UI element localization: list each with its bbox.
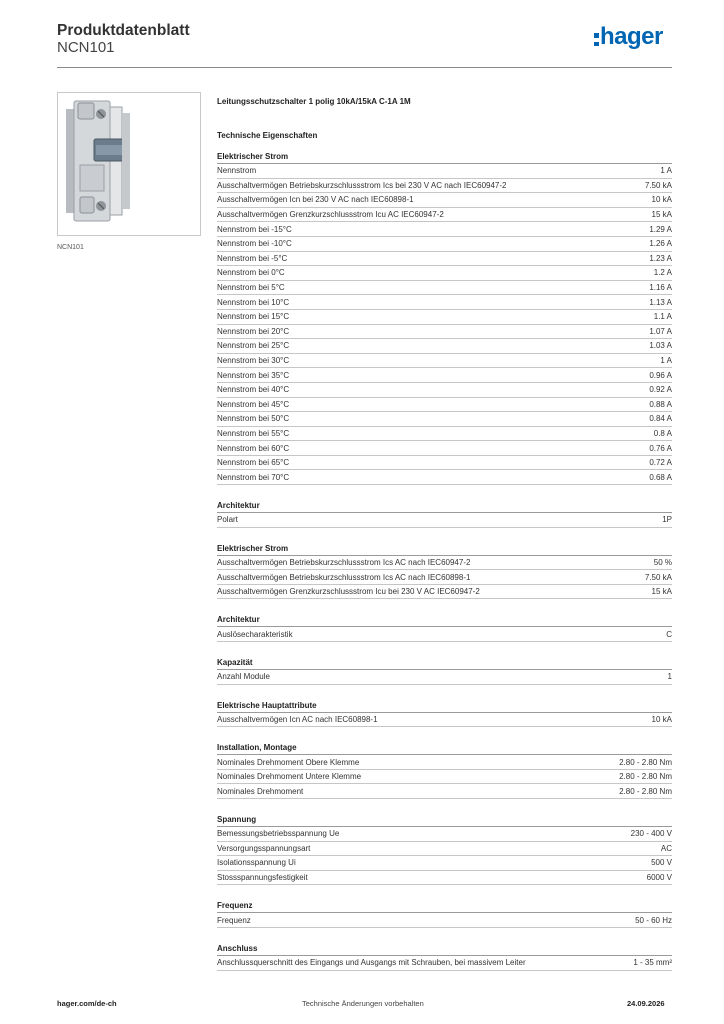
spec-value: 1.16 A (649, 283, 672, 293)
spec-row (217, 237, 672, 252)
section-heading: Architektur (217, 614, 672, 627)
spec-section (217, 943, 672, 971)
spec-label: Ausschaltvermögen Betriebskurzschlussstrom Ics AC nach IEC60947-2 (217, 557, 471, 567)
tech-heading: Technische Eigenschaften (217, 131, 318, 140)
spec-value: 1.07 A (649, 326, 672, 336)
section-heading: Installation, Montage (217, 742, 672, 755)
spec-value: AC (660, 843, 672, 853)
spec-value: 0.88 A (649, 399, 672, 409)
spec-label: Ausschaltvermögen Icn bei 230 V AC nach IEC60898-1 (217, 195, 414, 205)
spec-value: 0.72 A (649, 458, 672, 468)
section-heading: Elektrische Hauptattribute (217, 700, 672, 713)
section-heading: Anschluss (217, 943, 672, 956)
spec-label: Ausschaltvermögen Icn AC nach IEC60898-1 (217, 714, 378, 724)
section-heading: Elektrischer Strom (217, 151, 672, 164)
spec-value: 0.96 A (649, 370, 672, 380)
spec-section (217, 814, 672, 885)
spec-value: 230 - 400 V (630, 829, 672, 839)
product-name: Leitungsschutzschalter 1 polig 10kA/15kA C-1A 1M (217, 97, 411, 106)
spec-value: 1 A (660, 166, 672, 176)
spec-label: Nennstrom bei 25°C (217, 341, 290, 351)
spec-label: Nennstrom bei 55°C (217, 428, 290, 438)
spec-label: Nennstrom bei 5°C (217, 283, 285, 293)
spec-row (217, 556, 672, 571)
spec-row (217, 193, 672, 208)
spec-value: 1.23 A (649, 253, 672, 263)
spec-label: Nennstrom bei -10°C (217, 239, 292, 249)
spec-value: 10 kA (651, 195, 672, 205)
circuit-breaker-image (58, 93, 200, 235)
spec-section (217, 151, 672, 485)
spec-section (217, 657, 672, 685)
spec-label: Frequenz (217, 915, 251, 925)
product-image (57, 92, 201, 236)
spec-row (217, 222, 672, 237)
spec-row (217, 252, 672, 267)
spec-row (217, 627, 672, 642)
spec-value: 1P (662, 515, 672, 525)
spec-value: 500 V (651, 858, 672, 868)
spec-row (217, 770, 672, 785)
spec-label: Nennstrom bei 40°C (217, 385, 290, 395)
spec-label: Isolationsspannung Ui (217, 858, 296, 868)
spec-row (217, 164, 672, 179)
spec-section (217, 742, 672, 799)
spec-row (217, 179, 672, 194)
spec-label: Ausschaltvermögen Grenzkurzschlussstrom Icu bei 230 V AC IEC60947-2 (217, 587, 480, 597)
header-divider (57, 67, 672, 68)
logo-text: hager (600, 23, 663, 50)
spec-row (217, 339, 672, 354)
spec-label: Ausschaltvermögen Betriebskurzschlussstrom Ics AC nach IEC60898-1 (217, 572, 471, 582)
spec-row (217, 441, 672, 456)
spec-row (217, 585, 672, 600)
spec-row (217, 295, 672, 310)
spec-label: Nennstrom bei 0°C (217, 268, 285, 278)
document-title: Produktdatenblatt (57, 22, 190, 39)
spec-row (217, 470, 672, 485)
footer-disclaimer: Technische Änderungen vorbehalten (302, 999, 424, 1008)
spec-label: Nennstrom bei 10°C (217, 297, 290, 307)
spec-row (217, 208, 672, 223)
spec-value: 6000 V (646, 873, 672, 883)
spec-row (217, 784, 672, 799)
spec-value: C (666, 629, 672, 639)
spec-value: 1.29 A (649, 224, 672, 234)
spec-value: 0.76 A (649, 443, 672, 453)
spec-value: 0.92 A (649, 385, 672, 395)
spec-row (217, 354, 672, 369)
spec-value: 0.84 A (649, 414, 672, 424)
spec-sections (217, 151, 672, 971)
spec-value: 7.50 kA (644, 572, 672, 582)
spec-section (217, 614, 672, 642)
spec-label: Nennstrom bei 60°C (217, 443, 290, 453)
spec-value: 1.26 A (649, 239, 672, 249)
section-heading: Elektrischer Strom (217, 543, 672, 556)
spec-label: Nennstrom (217, 166, 257, 176)
spec-value: 15 kA (651, 587, 672, 597)
spec-row (217, 827, 672, 842)
spec-row (217, 513, 672, 528)
spec-row (217, 956, 672, 971)
spec-value: 10 kA (651, 714, 672, 724)
spec-label: Anzahl Module (217, 672, 270, 682)
spec-section (217, 543, 672, 600)
section-heading: Frequenz (217, 900, 672, 913)
spec-row (217, 368, 672, 383)
spec-label: Ausschaltvermögen Grenzkurzschlussstrom Icu AC IEC60947-2 (217, 210, 444, 220)
spec-label: Nennstrom bei 70°C (217, 472, 290, 482)
spec-row (217, 670, 672, 685)
spec-row (217, 713, 672, 728)
spec-section (217, 900, 672, 928)
spec-row (217, 281, 672, 296)
spec-section (217, 500, 672, 528)
spec-section (217, 700, 672, 728)
spec-row (217, 913, 672, 928)
spec-value: 0.68 A (649, 472, 672, 482)
spec-row (217, 456, 672, 471)
spec-value: 2.80 - 2.80 Nm (619, 772, 672, 782)
spec-value: 2.80 - 2.80 Nm (619, 786, 672, 796)
spec-label: Nennstrom bei 50°C (217, 414, 290, 424)
footer-date: 24.09.2026 (627, 999, 665, 1008)
image-caption: NCN101 (57, 244, 84, 251)
spec-label: Stossspannungsfestigkeit (217, 873, 308, 883)
section-heading: Spannung (217, 814, 672, 827)
spec-value: 50 % (653, 557, 672, 567)
spec-row (217, 310, 672, 325)
spec-value: 1.03 A (649, 341, 672, 351)
spec-value: 2.80 - 2.80 Nm (619, 757, 672, 767)
spec-value: 1.1 A (653, 312, 672, 322)
spec-value: 7.50 kA (644, 180, 672, 190)
spec-row (217, 398, 672, 413)
spec-row (217, 427, 672, 442)
spec-row (217, 842, 672, 857)
spec-value: 0.8 A (653, 428, 672, 438)
spec-label: Nennstrom bei -15°C (217, 224, 292, 234)
spec-value: 15 kA (651, 210, 672, 220)
spec-label: Nominales Drehmoment (217, 786, 304, 796)
spec-value: 1.2 A (653, 268, 672, 278)
spec-value: 1 A (660, 356, 672, 366)
spec-label: Polart (217, 515, 238, 525)
spec-row (217, 570, 672, 585)
spec-label: Nennstrom bei 30°C (217, 356, 290, 366)
product-code: NCN101 (57, 39, 115, 56)
section-heading: Architektur (217, 500, 672, 513)
spec-value: 50 - 60 Hz (635, 915, 672, 925)
spec-row (217, 266, 672, 281)
spec-label: Nennstrom bei 15°C (217, 312, 290, 322)
spec-value: 1.13 A (649, 297, 672, 307)
footer-website: hager.com/de-ch (57, 999, 117, 1008)
spec-row (217, 412, 672, 427)
spec-label: Nennstrom bei 20°C (217, 326, 290, 336)
spec-label: Nennstrom bei -5°C (217, 253, 288, 263)
spec-label: Nennstrom bei 45°C (217, 399, 290, 409)
spec-label: Versorgungsspannungsart (217, 843, 311, 853)
spec-value: 1 - 35 mm² (633, 958, 672, 968)
spec-label: Ausschaltvermögen Betriebskurzschlussstrom Ics bei 230 V AC nach IEC60947-2 (217, 180, 507, 190)
spec-row (217, 383, 672, 398)
spec-label: Anschlussquerschnitt des Eingangs und Ausgangs mit Schrauben, bei massivem Leiter (217, 958, 526, 968)
spec-label: Bemessungsbetriebsspannung Ue (217, 829, 340, 839)
spec-row (217, 871, 672, 886)
spec-label: Nominales Drehmoment Obere Klemme (217, 757, 360, 767)
spec-row (217, 325, 672, 340)
logo-dots-icon (594, 33, 599, 50)
spec-row (217, 856, 672, 871)
spec-label: Auslösecharakteristik (217, 629, 293, 639)
spec-label: Nennstrom bei 35°C (217, 370, 290, 380)
spec-label: Nennstrom bei 65°C (217, 458, 290, 468)
spec-row (217, 755, 672, 770)
section-heading: Kapazität (217, 657, 672, 670)
spec-label: Nominales Drehmoment Untere Klemme (217, 772, 362, 782)
spec-value: 1 (667, 672, 672, 682)
spec-content (217, 96, 672, 971)
